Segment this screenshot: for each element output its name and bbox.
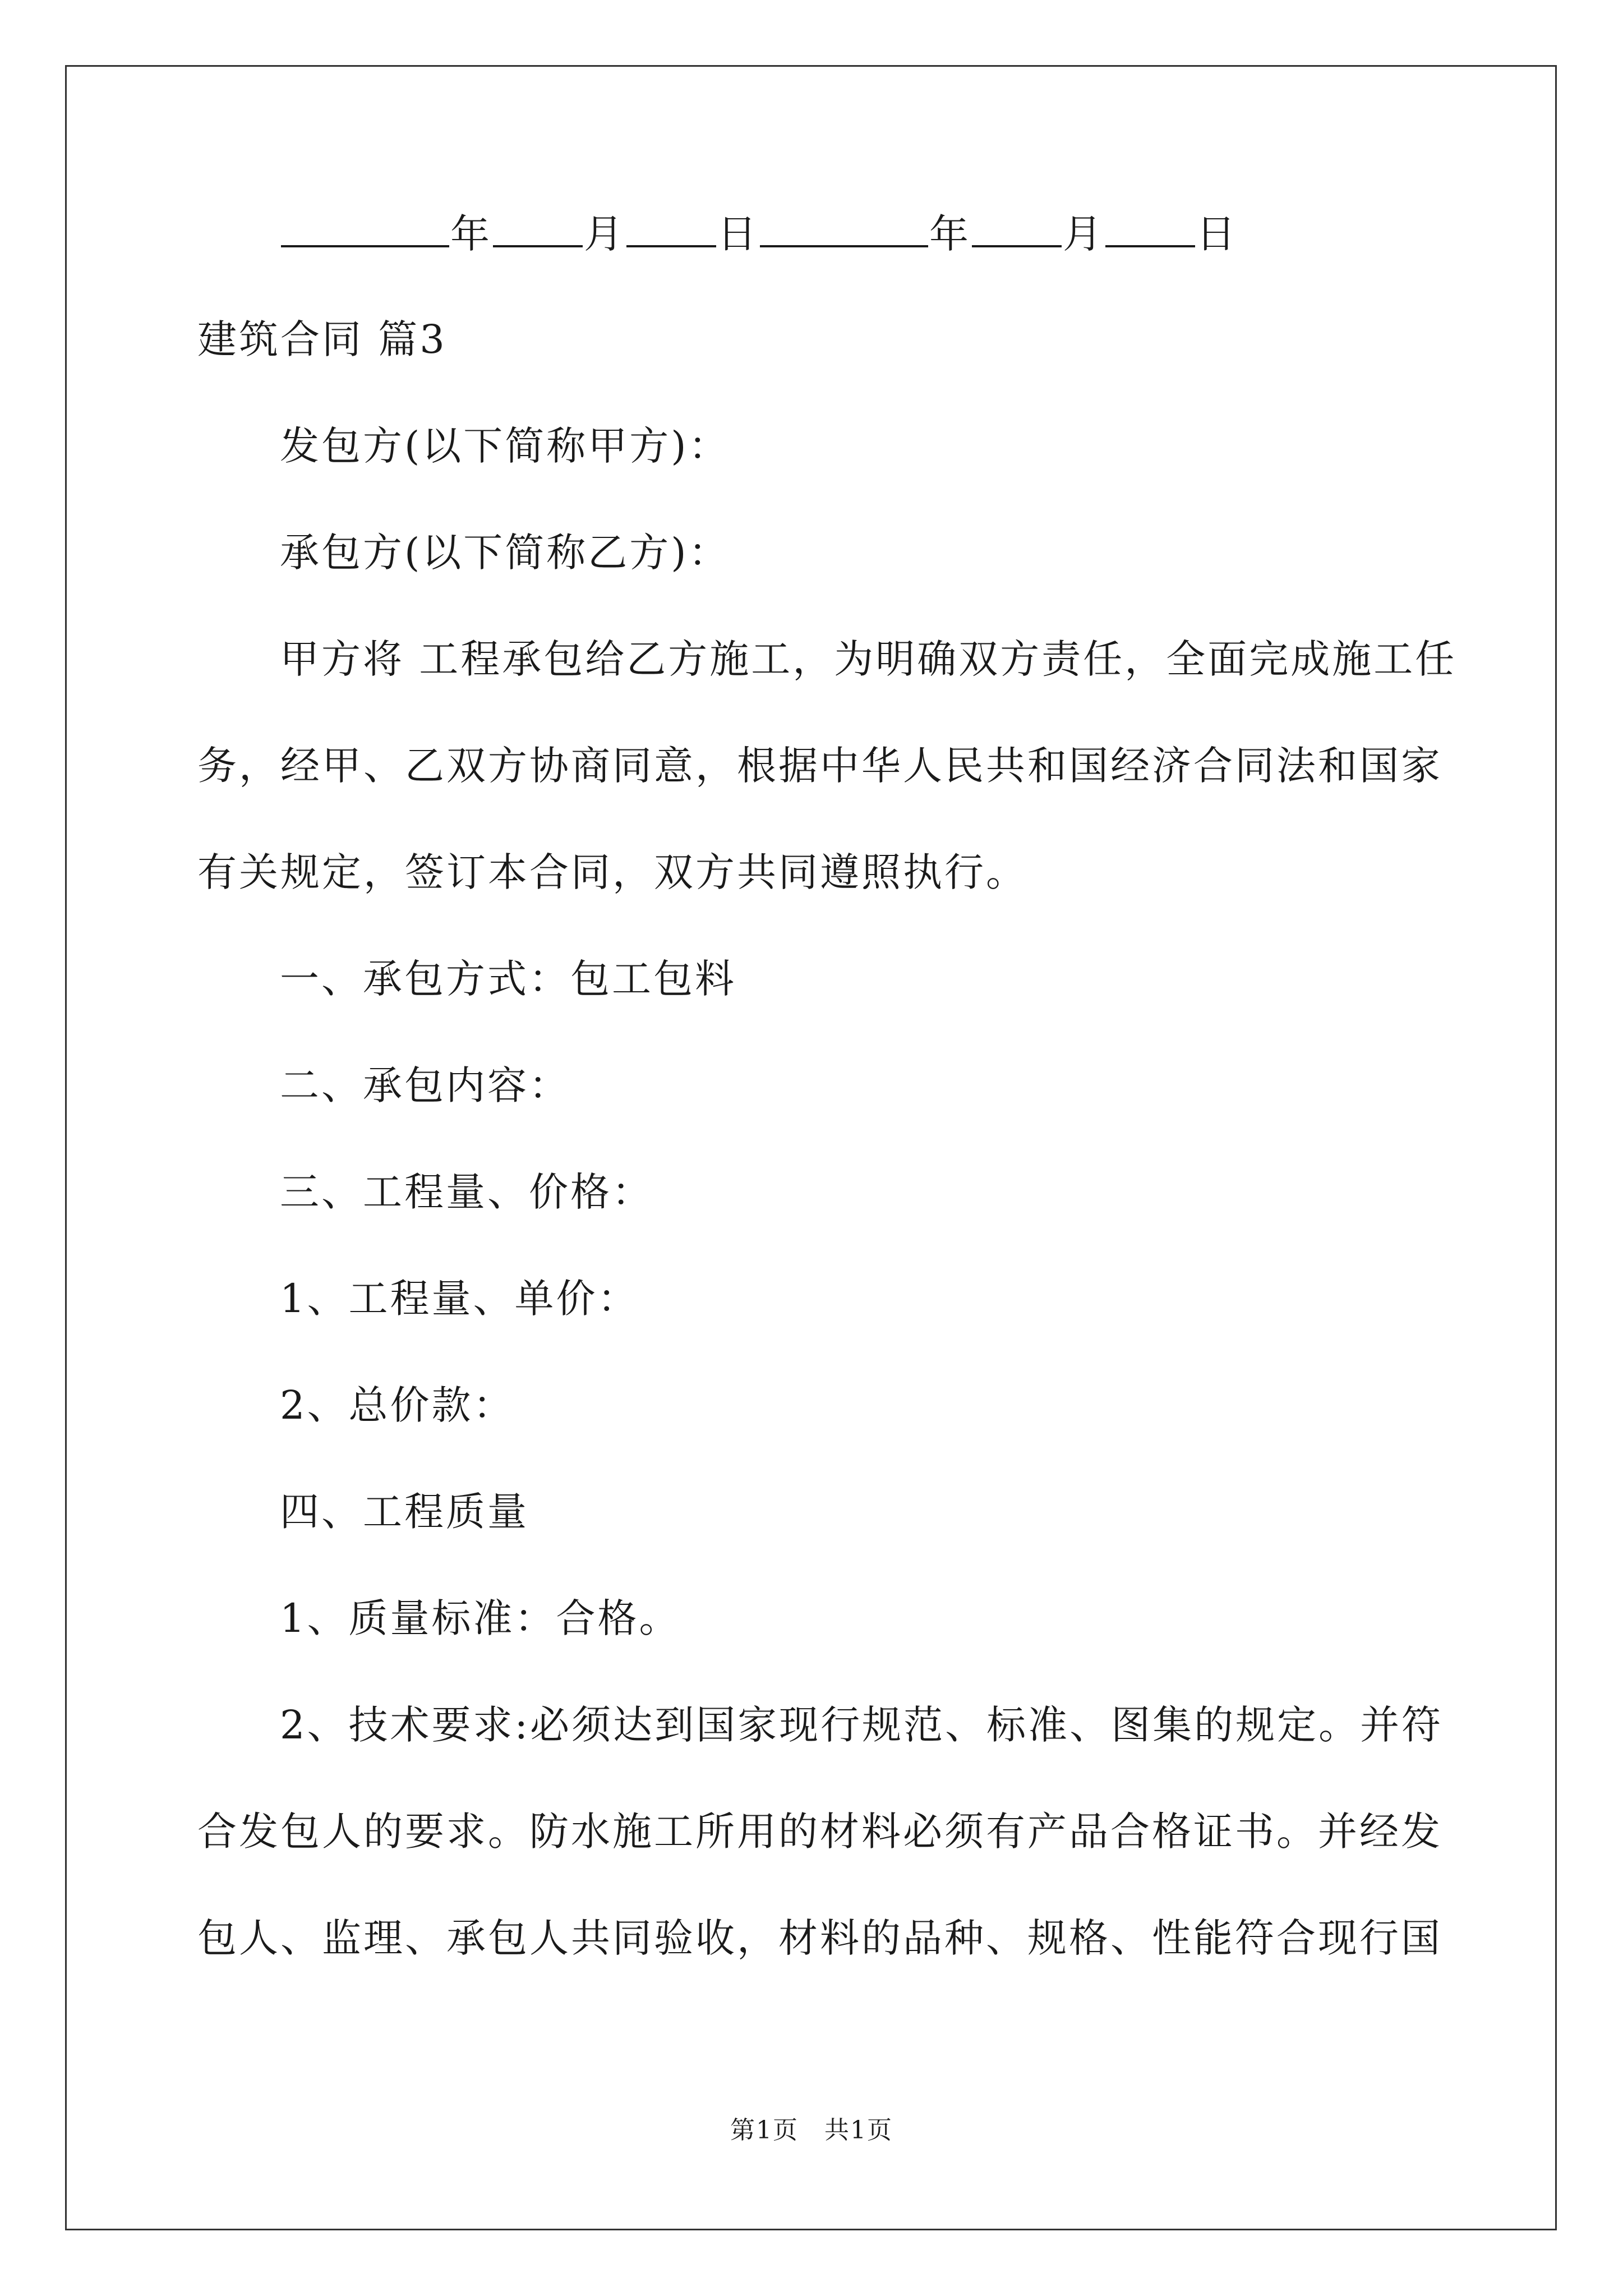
clause-item: 1、质量标准：合格。 xyxy=(280,1595,681,1641)
paragraph-line: 务，经甲、乙双方协商同意，根据中华人民共和国经济合同法和国家 xyxy=(197,743,1442,789)
day-blank xyxy=(626,205,716,247)
clause-item: 1、工程量、单价： xyxy=(280,1276,639,1322)
paragraph-line: 合发包人的要求。防水施工所用的材料必须有产品合格证书。并经发 xyxy=(197,1809,1442,1855)
party-b-line: 承包方(以下简称乙方)： xyxy=(280,530,730,576)
day-blank-2 xyxy=(1105,205,1195,247)
paragraph-line: 甲方将 工程承包给乙方施工，为明确双方责任，全面完成施工任 xyxy=(280,636,1457,682)
paragraph-line: 有关规定，签订本合同，双方共同遵照执行。 xyxy=(197,849,1027,895)
clause-heading: 二、承包内容： xyxy=(280,1062,570,1108)
year-label: 年 xyxy=(450,211,492,257)
clause-item: 2、技术要求:必须达到国家现行规范、标准、图集的规定。并符 xyxy=(280,1702,1444,1748)
day-label-2: 日 xyxy=(1196,211,1238,257)
party-a-line: 发包方(以下简称甲方)： xyxy=(280,423,730,469)
month-blank xyxy=(493,205,583,247)
signature-date-line xyxy=(280,205,1238,262)
clause-item: 2、总价款： xyxy=(280,1382,515,1428)
month-label-2: 月 xyxy=(1063,211,1104,257)
clause-heading: 三、工程量、价格： xyxy=(280,1169,653,1215)
day-label: 日 xyxy=(717,211,759,257)
year-blank-2 xyxy=(760,205,928,247)
page-number: 第1页 共1页 xyxy=(730,2116,893,2145)
clause-heading: 四、工程质量 xyxy=(280,1489,529,1535)
month-blank-2 xyxy=(972,205,1062,247)
paragraph-line: 包人、监理、承包人共同验收，材料的品种、规格、性能符合现行国 xyxy=(197,1915,1442,1961)
page-border xyxy=(65,65,1557,2230)
year-blank xyxy=(281,205,449,247)
clause-heading: 一、承包方式：包工包料 xyxy=(280,956,736,1002)
month-label: 月 xyxy=(584,211,625,257)
year-label-2: 年 xyxy=(929,211,971,257)
section-title: 建筑合同 篇3 xyxy=(197,316,447,362)
